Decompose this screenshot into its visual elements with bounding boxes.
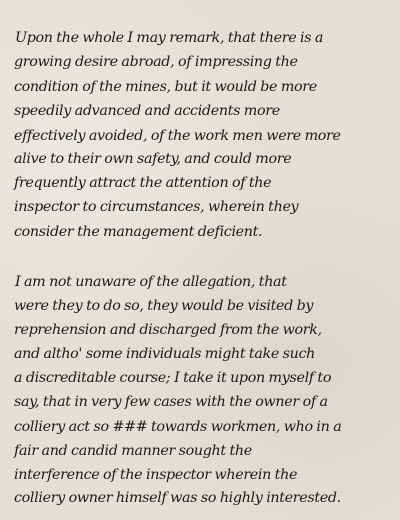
text-line: fair and candid manner sought the <box>14 443 252 459</box>
text-line: consider the management deficient. <box>14 224 263 240</box>
text-line: speedily advanced and accidents more <box>14 103 280 119</box>
text-line: alive to their own safety, and could more <box>14 151 292 167</box>
text-line: colliery owner himself was so highly interested. <box>14 490 341 506</box>
text-line: Upon the whole I may remark, that there is a <box>15 30 324 46</box>
text-line: and altho' some individuals might take such <box>14 346 315 362</box>
text-line: effectively avoided, of the work men were more <box>14 128 341 144</box>
text-line: a discreditable course; I take it upon myself to <box>14 370 332 386</box>
text-line: inspector to circumstances, wherein they <box>14 199 299 215</box>
text-line: condition of the mines, but it would be more <box>14 79 317 95</box>
text-line: reprehension and discharged from the work, <box>14 322 322 338</box>
text-line: colliery act so ### towards workmen, who in a <box>14 419 342 435</box>
text-line: interference of the inspector wherein the <box>14 467 298 483</box>
text-line: say, that in very few cases with the owner of a <box>14 394 328 410</box>
text-line: frequently attract the attention of the <box>14 175 272 191</box>
text-line: growing desire abroad, of impressing the <box>14 54 298 70</box>
text-line: were they to do so, they would be visited by <box>14 298 314 314</box>
text-line: I am not unaware of the allegation, that <box>15 274 287 290</box>
